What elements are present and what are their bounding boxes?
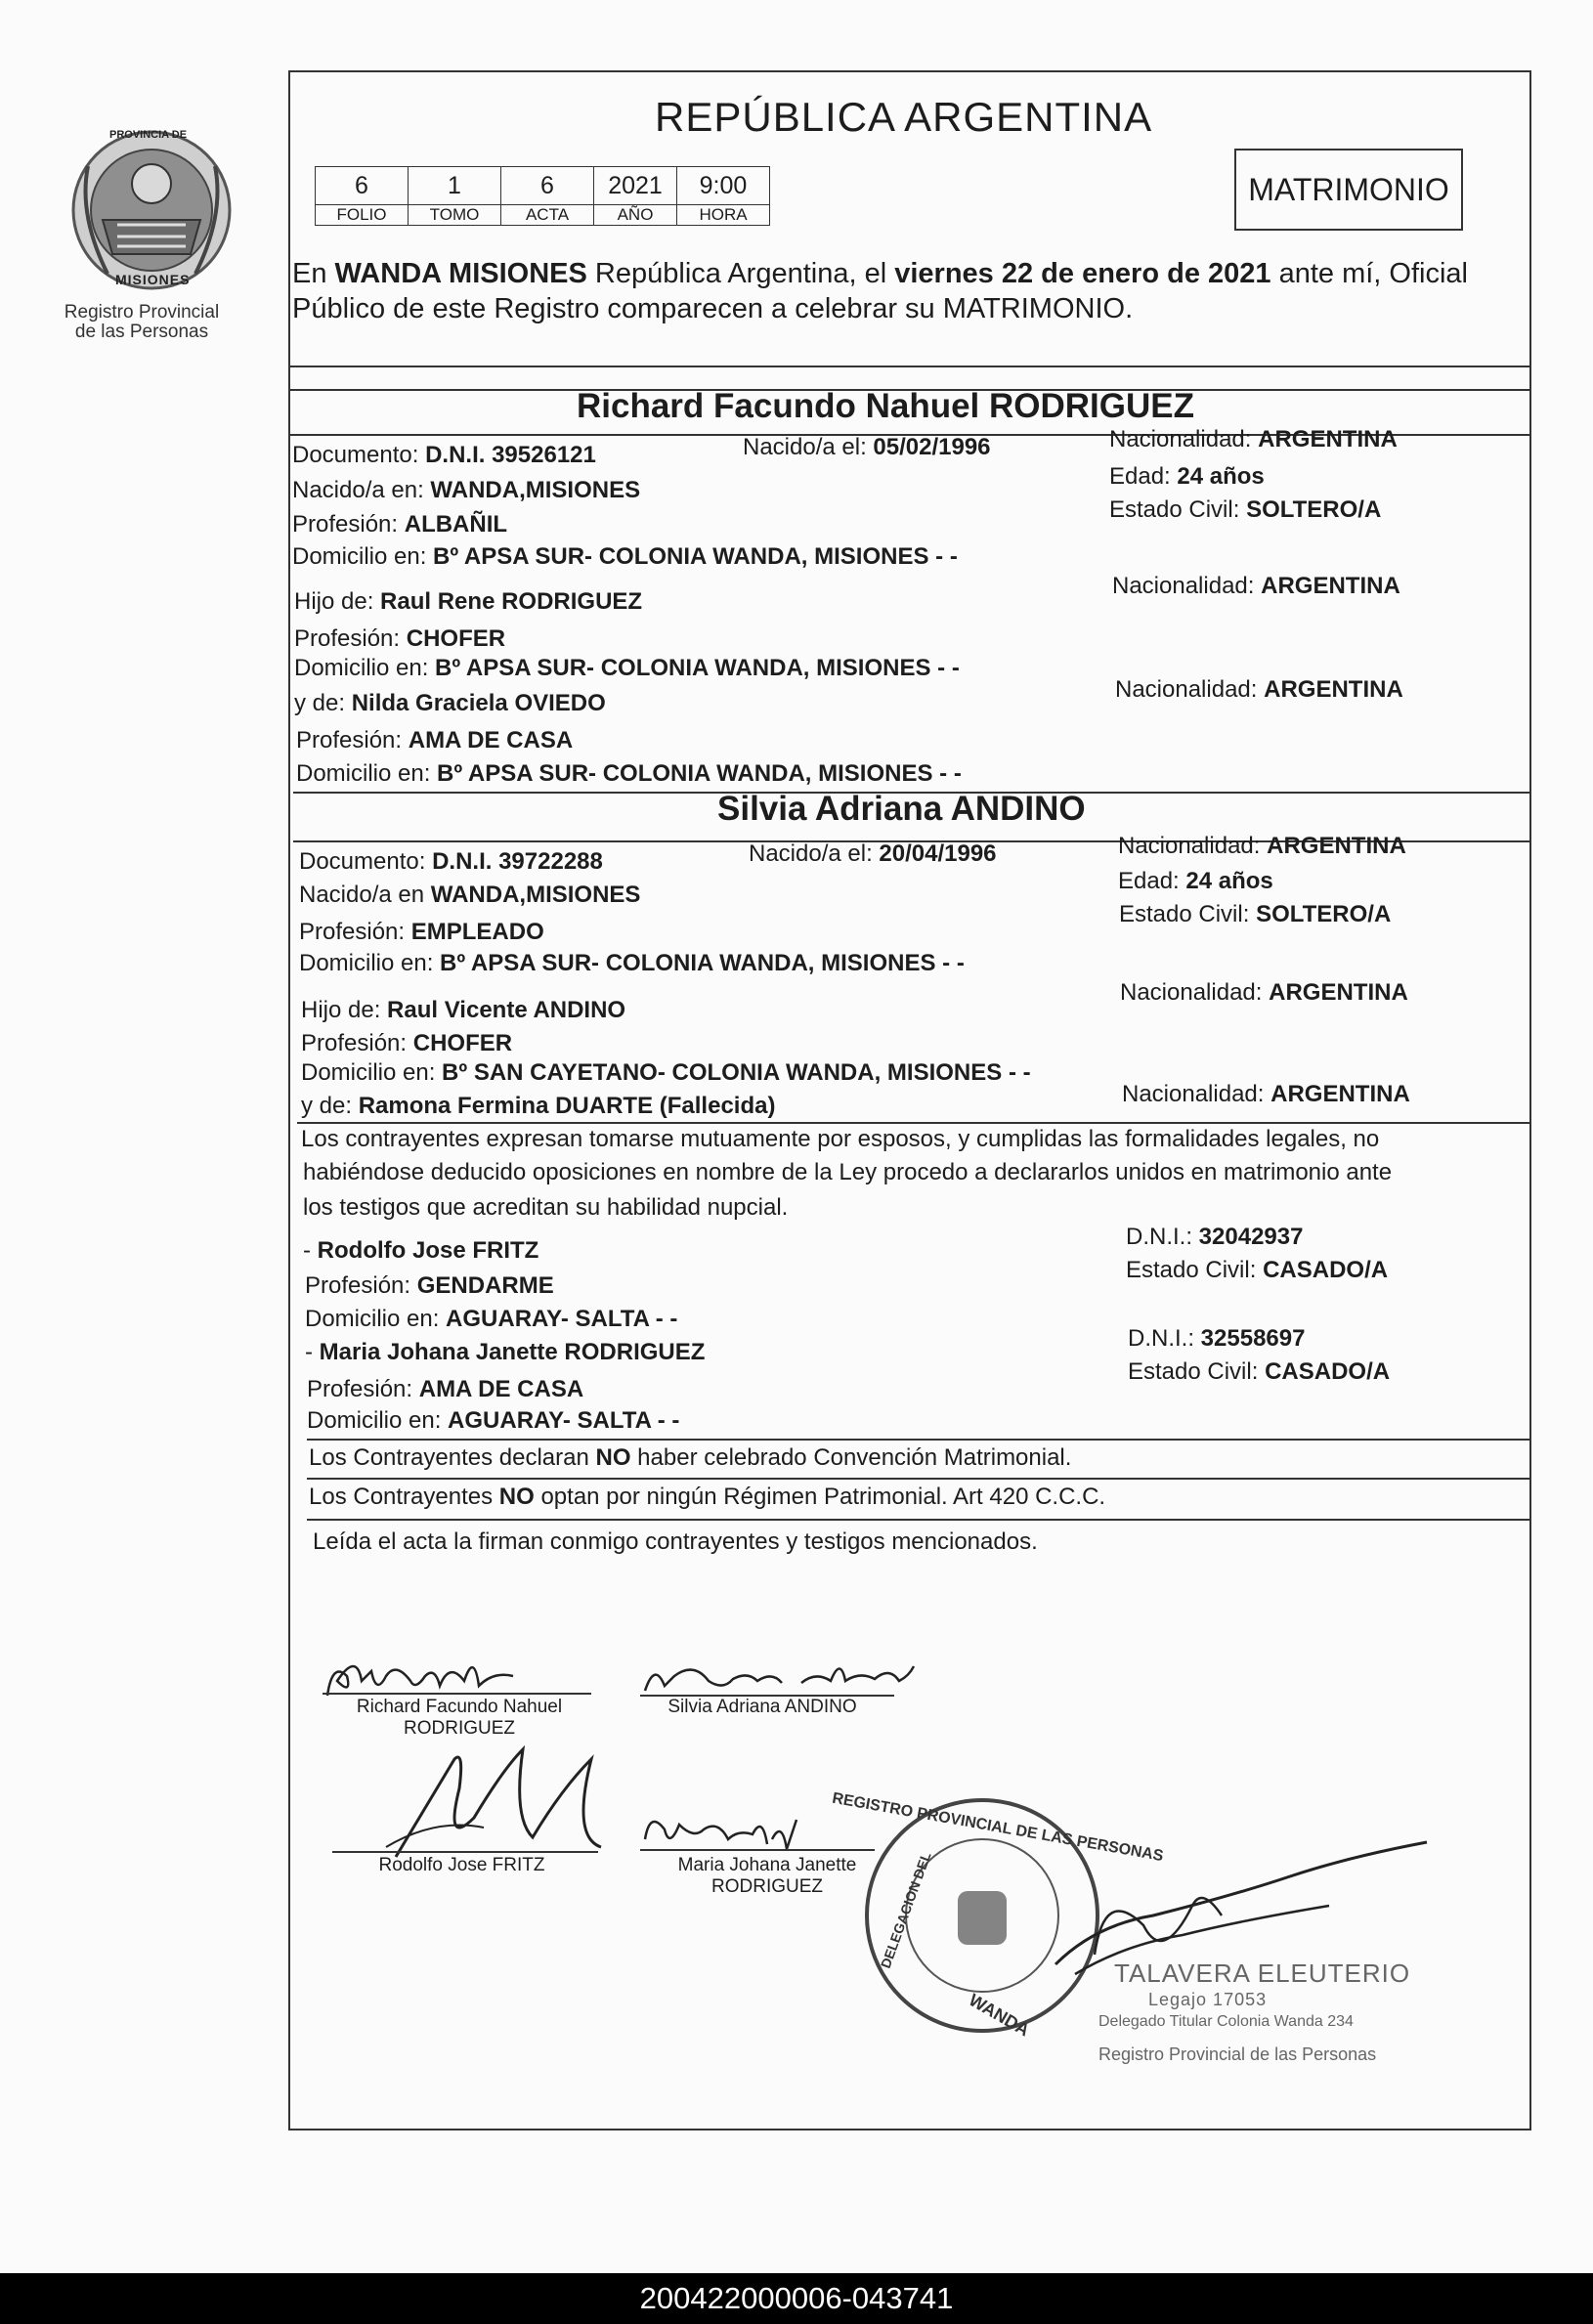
declaracion-line3: los testigos que acreditan su habilidad nupcial. (303, 1194, 789, 1221)
testigo1-profesion: Profesión: GENDARME (305, 1272, 554, 1299)
intro-place: WANDA MISIONES (334, 258, 587, 289)
c2-madre-nacionalidad: Nacionalidad: ARGENTINA (1122, 1081, 1410, 1107)
c2-padre-profesion: Profesión: CHOFER (301, 1030, 513, 1056)
testigo2-signature-label-line2: RODRIGUEZ (711, 1876, 823, 1897)
signature-line-contrayente1 (323, 1693, 591, 1695)
c2-padre-nacionalidad: Nacionalidad: ARGENTINA (1120, 979, 1408, 1006)
firma-text: Leída el acta la firman conmigo contrayentes y testigos mencionados. (313, 1528, 1038, 1555)
c1-profesion: Profesión: ALBAÑIL (292, 511, 508, 538)
intro-date: viernes 22 de enero de 2021 (894, 258, 1271, 289)
c1-domicilio: Domicilio en: Bº APSA SUR- COLONIA WANDA, MISIONES - - (292, 543, 958, 570)
c1-madre: y de: Nilda Graciela OVIEDO (294, 690, 606, 716)
c1-padre: Hijo de: Raul Rene RODRIGUEZ (294, 588, 643, 615)
folio-label: FOLIO (316, 205, 409, 226)
testigo1-dni: D.N.I.: 32042937 (1126, 1224, 1304, 1250)
c2-profesion: Profesión: EMPLEADO (299, 919, 544, 945)
c2-padre: Hijo de: Raul Vicente ANDINO (301, 997, 626, 1023)
testigo2-profesion: Profesión: AMA DE CASA (307, 1376, 584, 1402)
c1-padre-nacionalidad: Nacionalidad: ARGENTINA (1112, 573, 1400, 599)
signature-contrayente2 (635, 1642, 919, 1700)
oficial-organismo: Registro Provincial de las Personas (1098, 2044, 1377, 2064)
intro-paragraph (292, 256, 1468, 326)
testigo1-signature-label: Rodolfo Jose FRITZ (378, 1855, 545, 1875)
anio-label: AÑO (594, 205, 677, 226)
logo-ring-top-text: PROVINCIA DE (109, 129, 188, 141)
c2-nacionalidad: Nacionalidad: ARGENTINA (1118, 833, 1406, 859)
c2-nacido-el: Nacido/a el: 20/04/1996 (749, 840, 997, 867)
divider (297, 1122, 1530, 1124)
testigo2-domicilio: Domicilio en: AGUARAY- SALTA - - (307, 1407, 680, 1434)
c1-madre-profesion: Profesión: AMA DE CASA (296, 727, 574, 753)
c1-estado-civil: Estado Civil: SOLTERO/A (1109, 496, 1382, 523)
intro-text-3: ante mí, Oficial (1270, 258, 1468, 289)
c2-edad: Edad: 24 años (1118, 868, 1273, 894)
c1-documento: Documento: D.N.I. 39526121 (292, 442, 596, 468)
logo-caption-line2: de las Personas (74, 322, 209, 342)
intro-text-1: En (292, 258, 335, 289)
divider (307, 1478, 1530, 1480)
provincia-misiones-seal-logo (68, 127, 235, 293)
testigo1-name: - Rodolfo Jose FRITZ (303, 1237, 539, 1264)
signature-testigo1 (366, 1730, 621, 1867)
document-title: REPÚBLICA ARGENTINA (655, 94, 1153, 140)
hora-label: HORA (677, 205, 770, 226)
divider (307, 1519, 1530, 1521)
contrayente1-signature-label-line2: RODRIGUEZ (404, 1718, 515, 1739)
c1-nacionalidad: Nacionalidad: ARGENTINA (1109, 426, 1398, 452)
testigo2-signature-label (655, 1855, 880, 1898)
c2-padre-domicilio: Domicilio en: Bº SAN CAYETANO- COLONIA WANDA, MISIONES - - (301, 1059, 1031, 1086)
folio-table (315, 166, 770, 226)
convencion-line1: Los Contrayentes declaran NO haber celebrado Convención Matrimonial. (309, 1444, 1072, 1471)
tomo-label: TOMO (409, 205, 501, 226)
divider (290, 366, 1529, 367)
acta-label: ACTA (501, 205, 594, 226)
stamp-ring-top-text: REGISTRO PROVINCIAL DE LAS PERSONAS (831, 1789, 1165, 1866)
c1-madre-domicilio: Domicilio en: Bº APSA SUR- COLONIA WANDA, MISIONES - - (296, 760, 962, 787)
c1-madre-nacionalidad: Nacionalidad: ARGENTINA (1115, 676, 1403, 703)
c2-madre: y de: Ramona Fermina DUARTE (Fallecida) (301, 1093, 776, 1119)
c1-padre-profesion: Profesión: CHOFER (294, 625, 506, 652)
stamp-bottom-text: WANDA (966, 1990, 1033, 2041)
contrayente1-name: Richard Facundo Nahuel RODRIGUEZ (577, 387, 1194, 425)
acta-value: 6 (501, 167, 594, 205)
oficial-name: TALAVERA ELEUTERIO (1114, 1958, 1411, 1988)
document-code: 200422000006-043741 (639, 2281, 954, 2315)
tomo-value: 1 (409, 167, 501, 205)
intro-text-2: República Argentina, el (586, 258, 895, 289)
c1-nacido-el: Nacido/a el: 05/02/1996 (743, 434, 991, 460)
document-code-bar (0, 2273, 1593, 2324)
c2-domicilio: Domicilio en: Bº APSA SUR- COLONIA WANDA, MISIONES - - (299, 950, 965, 976)
testigo2-dni: D.N.I.: 32558697 (1128, 1325, 1306, 1352)
oficial-cargo: Delegado Titular Colonia Wanda 234 (1098, 2013, 1354, 2030)
convencion-line2: Los Contrayentes NO optan por ningún Régimen Patrimonial. Art 420 C.C.C. (309, 1484, 1106, 1510)
c1-nacido-en: Nacido/a en: WANDA,MISIONES (292, 477, 641, 503)
logo-caption-line1: Registro Provincial (64, 302, 220, 323)
logo-caption (39, 303, 244, 342)
testigo1-estado-civil: Estado Civil: CASADO/A (1126, 1257, 1389, 1283)
contrayente2-name: Silvia Adriana ANDINO (717, 790, 1086, 828)
signature-line-testigo1 (332, 1851, 598, 1853)
testigo2-signature-label-line1: Maria Johana Janette (677, 1855, 857, 1875)
logo-ring-bottom-text: MISIONES (115, 272, 191, 287)
testigo2-name: - Maria Johana Janette RODRIGUEZ (305, 1339, 706, 1365)
testigo2-estado-civil: Estado Civil: CASADO/A (1128, 1358, 1391, 1385)
c2-documento: Documento: D.N.I. 39722288 (299, 848, 603, 875)
c1-padre-domicilio: Domicilio en: Bº APSA SUR- COLONIA WANDA, MISIONES - - (294, 655, 960, 681)
acta-type-box (1234, 149, 1463, 231)
contrayente1-signature-label-line1: Richard Facundo Nahuel (356, 1697, 563, 1717)
signature-line-testigo2 (640, 1849, 875, 1851)
declaracion-line2: habiéndose deducido oposiciones en nombre de la Ley procedo a declararlos unidos en matrimonio ante (303, 1159, 1393, 1185)
oficial-legajo: Legajo 17053 (1148, 1990, 1268, 2009)
declaracion-line1: Los contrayentes expresan tomarse mutuamente por esposos, y cumplidas las formalidades legales, no (301, 1126, 1380, 1152)
intro-line2: Público de este Registro comparecen a celebrar su MATRIMONIO. (292, 293, 1134, 324)
anio-value: 2021 (594, 167, 677, 205)
stamp-ring-left-text: DELEGACION DEL (877, 1849, 934, 1971)
hora-value: 9:00 (677, 167, 770, 205)
c2-estado-civil: Estado Civil: SOLTERO/A (1119, 901, 1392, 927)
acta-type: MATRIMONIO (1248, 171, 1449, 207)
testigo1-domicilio: Domicilio en: AGUARAY- SALTA - - (305, 1306, 678, 1332)
folio-value: 6 (316, 167, 409, 205)
contrayente2-signature-label: Silvia Adriana ANDINO (667, 1697, 857, 1717)
c1-edad: Edad: 24 años (1109, 463, 1265, 490)
c2-nacido-en: Nacido/a en WANDA,MISIONES (299, 882, 641, 908)
divider (307, 1439, 1530, 1441)
